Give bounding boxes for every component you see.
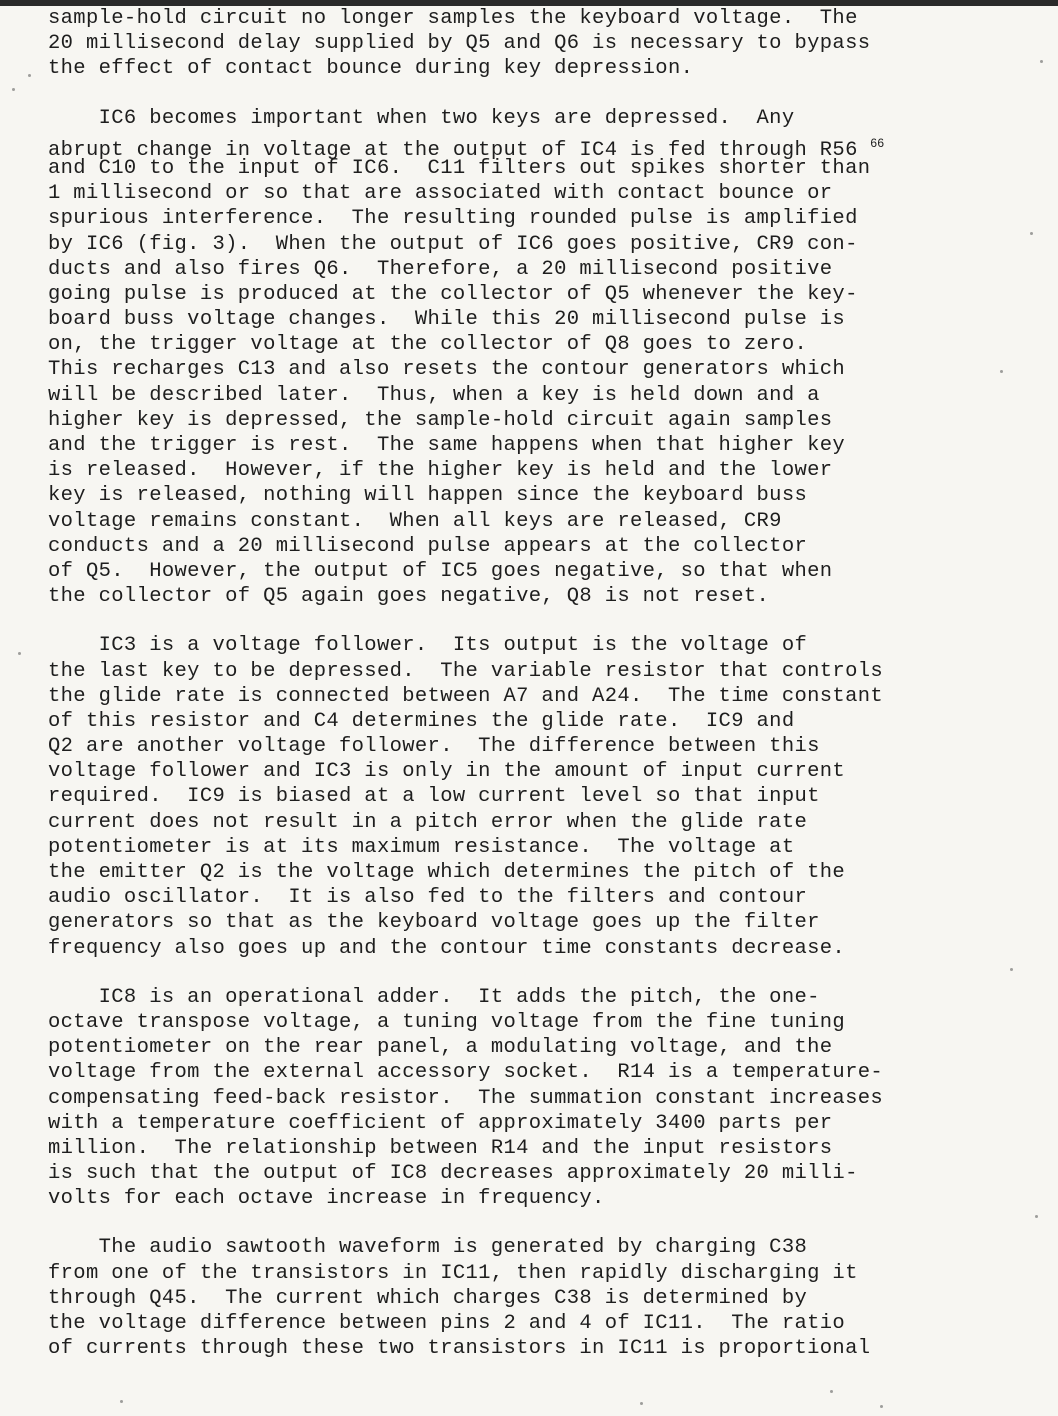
scan-speck: [12, 88, 15, 91]
text-line: audio oscillator. It is also fed to the filters and contour: [48, 886, 808, 910]
text-line: voltage from the external accessory socket. R14 is a temperature-: [48, 1061, 884, 1085]
text-line: million. The relationship between R14 and the input resistors: [48, 1136, 833, 1160]
text-line: potentiometer on the rear panel, a modulating voltage, and the: [48, 1036, 833, 1060]
scan-speck: [1040, 60, 1043, 63]
text-line: the voltage difference between pins 2 and 4 of IC11. The ratio: [48, 1312, 846, 1335]
text-line: board buss voltage changes. While this 20 millisecond pulse is: [48, 308, 846, 332]
text-line: higher key is depressed, the sample-hold circuit again samples: [48, 408, 833, 432]
scan-speck: [880, 1405, 883, 1408]
text-line: The audio sawtooth waveform is generated by charging C38: [48, 1236, 808, 1260]
text-line: spurious interference. The resulting rounded pulse is amplified: [48, 207, 858, 231]
text-line: conducts and a 20 millisecond pulse appears at the collector: [48, 534, 808, 558]
text-line: voltage remains constant. When all keys are released, CR9: [48, 509, 782, 533]
scan-speck: [18, 652, 21, 655]
text-line: 1 millisecond or so that are associated with contact bounce or: [48, 182, 833, 206]
scan-speck: [1000, 370, 1003, 373]
text-line: and C10 to the input of IC6. C11 filters out spikes shorter than: [48, 156, 871, 180]
text-line: is such that the output of IC8 decreases approximately 20 milli-: [48, 1162, 858, 1186]
scan-speck: [830, 1390, 833, 1393]
text-line: from one of the transistors in IC11, then rapidly discharging it: [48, 1261, 858, 1285]
text-line: compensating feed-back resistor. The summation constant increases: [48, 1086, 884, 1110]
text-line: IC8 is an operational adder. It adds the pitch, the one-: [48, 985, 820, 1009]
text-line: and the trigger is rest. The same happens when that higher key: [48, 434, 846, 457]
text-line: the last key to be depressed. The variable resistor that controls: [48, 659, 884, 683]
text-line: generators so that as the keyboard voltage goes up the filter: [48, 911, 820, 935]
text-line: is released. However, if the higher key is held and the lower: [48, 459, 833, 483]
scan-speck: [1010, 968, 1013, 971]
paragraph-1: [48, 6, 1038, 82]
text-line: sample-hold circuit no longer samples the keyboard voltage. The: [48, 7, 858, 30]
text-line: IC6 becomes important when two keys are depressed. Any: [48, 106, 795, 130]
document-body: [48, 6, 1038, 1385]
text-line: the collector of Q5 again goes negative, Q8 is not reset.: [48, 585, 770, 609]
text-line: This recharges C13 and also resets the contour generators which: [48, 358, 846, 382]
text-line: going pulse is produced at the collector of Q5 whenever the key-: [48, 282, 858, 306]
scan-speck: [1030, 232, 1033, 235]
scan-speck: [1035, 1215, 1038, 1218]
text-line: IC3 is a voltage follower. Its output is the voltage of: [48, 634, 808, 658]
paragraph-2: [48, 106, 1038, 610]
text-line: octave transpose voltage, a tuning voltage from the fine tuning: [48, 1010, 846, 1034]
text-line: current does not result in a pitch error when the glide rate: [48, 810, 808, 834]
text-line: the glide rate is connected between A7 and A24. The time constant: [48, 684, 884, 708]
text-line: potentiometer is at its maximum resistance. The voltage at: [48, 835, 795, 859]
scan-speck: [120, 1400, 123, 1403]
text-line: with a temperature coefficient of approximately 3400 parts per: [48, 1111, 833, 1135]
text-line: of Q5. However, the output of IC5 goes negative, so that when: [48, 559, 833, 583]
text-line: by IC6 (fig. 3). When the output of IC6 goes positive, CR9 con-: [48, 232, 858, 256]
text-line: of currents through these two transistors in IC11 is proportional: [48, 1337, 871, 1361]
text-line-main: abrupt change in voltage at the output of IC4 is fed through R56: [48, 138, 858, 162]
text-line: Q2 are another voltage follower. The difference between this: [48, 735, 820, 759]
text-line: volts for each octave increase in frequency.: [48, 1187, 605, 1211]
text-line: the emitter Q2 is the voltage which determines the pitch of the: [48, 861, 846, 884]
text-line: 20 millisecond delay supplied by Q5 and Q6 is necessary to bypass: [48, 32, 871, 56]
text-line: key is released, nothing will happen since the keyboard buss: [48, 484, 808, 508]
text-line: [48, 131, 1038, 162]
text-line: will be described later. Thus, when a key is held down and a: [48, 383, 820, 407]
text-line: required. IC9 is biased at a low current level so that input: [48, 785, 820, 809]
text-line: frequency also goes up and the contour time constants decrease.: [48, 936, 846, 960]
scan-speck: [640, 1402, 643, 1405]
paragraph-3: [48, 633, 1038, 960]
scan-speck: [28, 74, 31, 77]
text-line: through Q45. The current which charges C38 is determined by: [48, 1286, 808, 1310]
paragraph-5: [48, 1235, 1038, 1361]
text-line: ducts and also fires Q6. Therefore, a 20 millisecond positive: [48, 257, 833, 281]
margin-note: 66: [870, 135, 885, 150]
text-line: of this resistor and C4 determines the glide rate. IC9 and: [48, 709, 795, 733]
paragraph-4: [48, 985, 1038, 1212]
text-line: on, the trigger voltage at the collector of Q8 goes to zero.: [48, 333, 808, 357]
text-line: voltage follower and IC3 is only in the amount of input current: [48, 760, 846, 784]
text-line: the effect of contact bounce during key depression.: [48, 57, 694, 81]
